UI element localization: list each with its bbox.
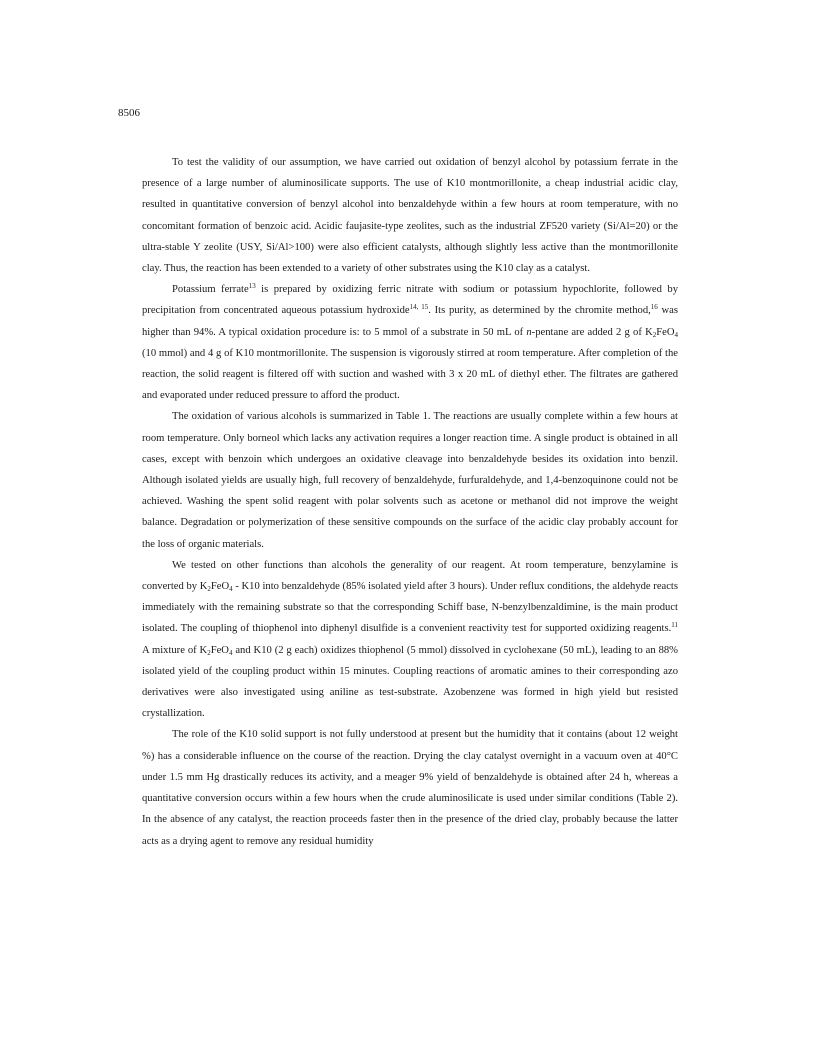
paragraph-text: was higher than 94%. A typical oxidation procedure is: to 5 mmol of a substrate in 50 mL of [142, 305, 679, 338]
paragraph-text: and K10 (2 g each) oxidizes thiophenol (5 mmol) dissolved in cyclohexane (50 mL), leading to an 88% isolated yield of the coupling product within 15 minutes. Coupling reactions of aromatic amines to their corresponding azo derivatives were also investigated using aniline as test-substrate. Azobenzene was formed in high yield but resisted crystallization. [142, 644, 678, 720]
paragraph-benzyl-alcohol-oxidation [142, 152, 678, 279]
article-body [142, 152, 678, 852]
paragraph-potassium-ferrate-preparation [142, 279, 678, 406]
chemical-subscript: 4 [228, 648, 233, 657]
paragraph-text: FeO [210, 581, 230, 593]
paragraph-text: (10 mmol) and 4 g of K10 montmorillonite. The suspension is vigorously stirred at room temperature. After completion of the reaction, the solid reagent is filtered off with suction and washed with 3 x 20 mL of diethyl ether. The filtrates are gathered and evaporated under reduced pressure to afford the product. [142, 347, 678, 402]
paragraph-text: FeO [210, 644, 229, 656]
paragraph-k10-support-role [142, 724, 678, 851]
reference-citation: 16 [650, 303, 658, 312]
paragraph-text: A mixture of K [142, 644, 208, 656]
paragraph-text: - K10 into benzaldehyde (85% isolated yield after 3 hours). Under reflux conditions, the aldehyde reacts immediately with the remaining substrate so that the corresponding Schiff base, N-benzylbenzaldimine, is the main product isolated. The coupling of thiophenol into diphenyl disulfide is a convenient reactivity test for supported oxidizing reagents. [142, 581, 679, 635]
italic-prefix: n [526, 326, 532, 338]
chemical-subscript: 4 [229, 585, 233, 594]
page-number: 8506 [118, 107, 140, 119]
chemical-subscript: 2 [207, 648, 211, 657]
paragraph-text: Potassium ferrate [172, 284, 249, 296]
paragraph-other-functions [142, 555, 678, 725]
paragraph-text: FeO [656, 326, 675, 338]
paragraph-text: -pentane are added 2 g of K [531, 326, 653, 338]
reference-citation: 13 [248, 282, 256, 291]
chemical-subscript: 2 [207, 585, 211, 594]
reference-citation: 14, 15 [409, 303, 429, 312]
chemical-subscript: 2 [652, 330, 657, 339]
paragraph-text: The oxidation of various alcohols is summarized in Table 1. The reactions are usually complete within a few hours at room temperature. Only borneol which lacks any activation requires a longer reaction time. A single product is obtained in all cases, except with benzoin which undergoes an oxidative cleavage into benzaldehyde besides its oxidation into benzil. Although isolated yields are usually high, full recovery of benzaldehyde, furfuraldehyde, and 1,4-benzoquinone could not be achieved. Washing the spent solid reagent with polar solvents such as acetone or methanol did not improve the weight balance. Degradation or polymerization of these sensitive compounds on the surface of the acidic clay probably account for the loss of organic materials. [142, 411, 678, 550]
paragraph-alcohol-oxidation-summary [142, 406, 678, 554]
paragraph-text: . Its purity, as determined by the chromite method, [428, 305, 651, 317]
paragraph-text: To test the validity of our assumption, we have carried out oxidation of benzyl alcohol by potassium ferrate in the presence of a large number of aluminosilicate supports. The use of K10 montmorillonite, a cheap industrial acidic clay, resulted in quantitative conversion of benzyl alcohol into benzaldehyde within a few hours at room temperature, with no concomitant formation of benzoic acid. Acidic faujasite-type zeolites, such as the industrial ZF520 variety (Si/Al=20) or the ultra-stable Y zeolite (USY, Si/Al>100) were also efficient catalysts, although slightly less active than the montmorillonite clay. Thus, the reaction has been extended to a variety of other substrates using the K10 clay as a catalyst. [142, 157, 678, 275]
paragraph-text: is prepared by oxidizing ferric nitrate with sodium or potassium hypochlorite, followed by precipitation from concentrated aqueous potassium hydroxide [142, 284, 678, 317]
chemical-subscript: 4 [674, 330, 678, 339]
reference-citation: 11 [671, 621, 678, 630]
paragraph-text: The role of the K10 solid support is not fully understood at present but the humidity that it contains (about 12 weight %) has a considerable influence on the course of the reaction. Drying the clay catalyst overnight in a vacuum oven at 40°C under 1.5 mm Hg drastically reduces its activity, and a meager 9% yield of benzaldehyde is obtained after 24 h, whereas a quantitative conversion occurs within a few hours when the crude aluminosilicate is used under similar conditions (Table 2). In the absence of any catalyst, the reaction proceeds faster then in the presence of the dried clay, probably because the latter acts as a drying agent to remove any residual humidity [142, 729, 678, 847]
paragraph-text: We tested on other functions than alcohols the generality of our reagent. At room temperature, benzylamine is converted by K [142, 559, 678, 593]
